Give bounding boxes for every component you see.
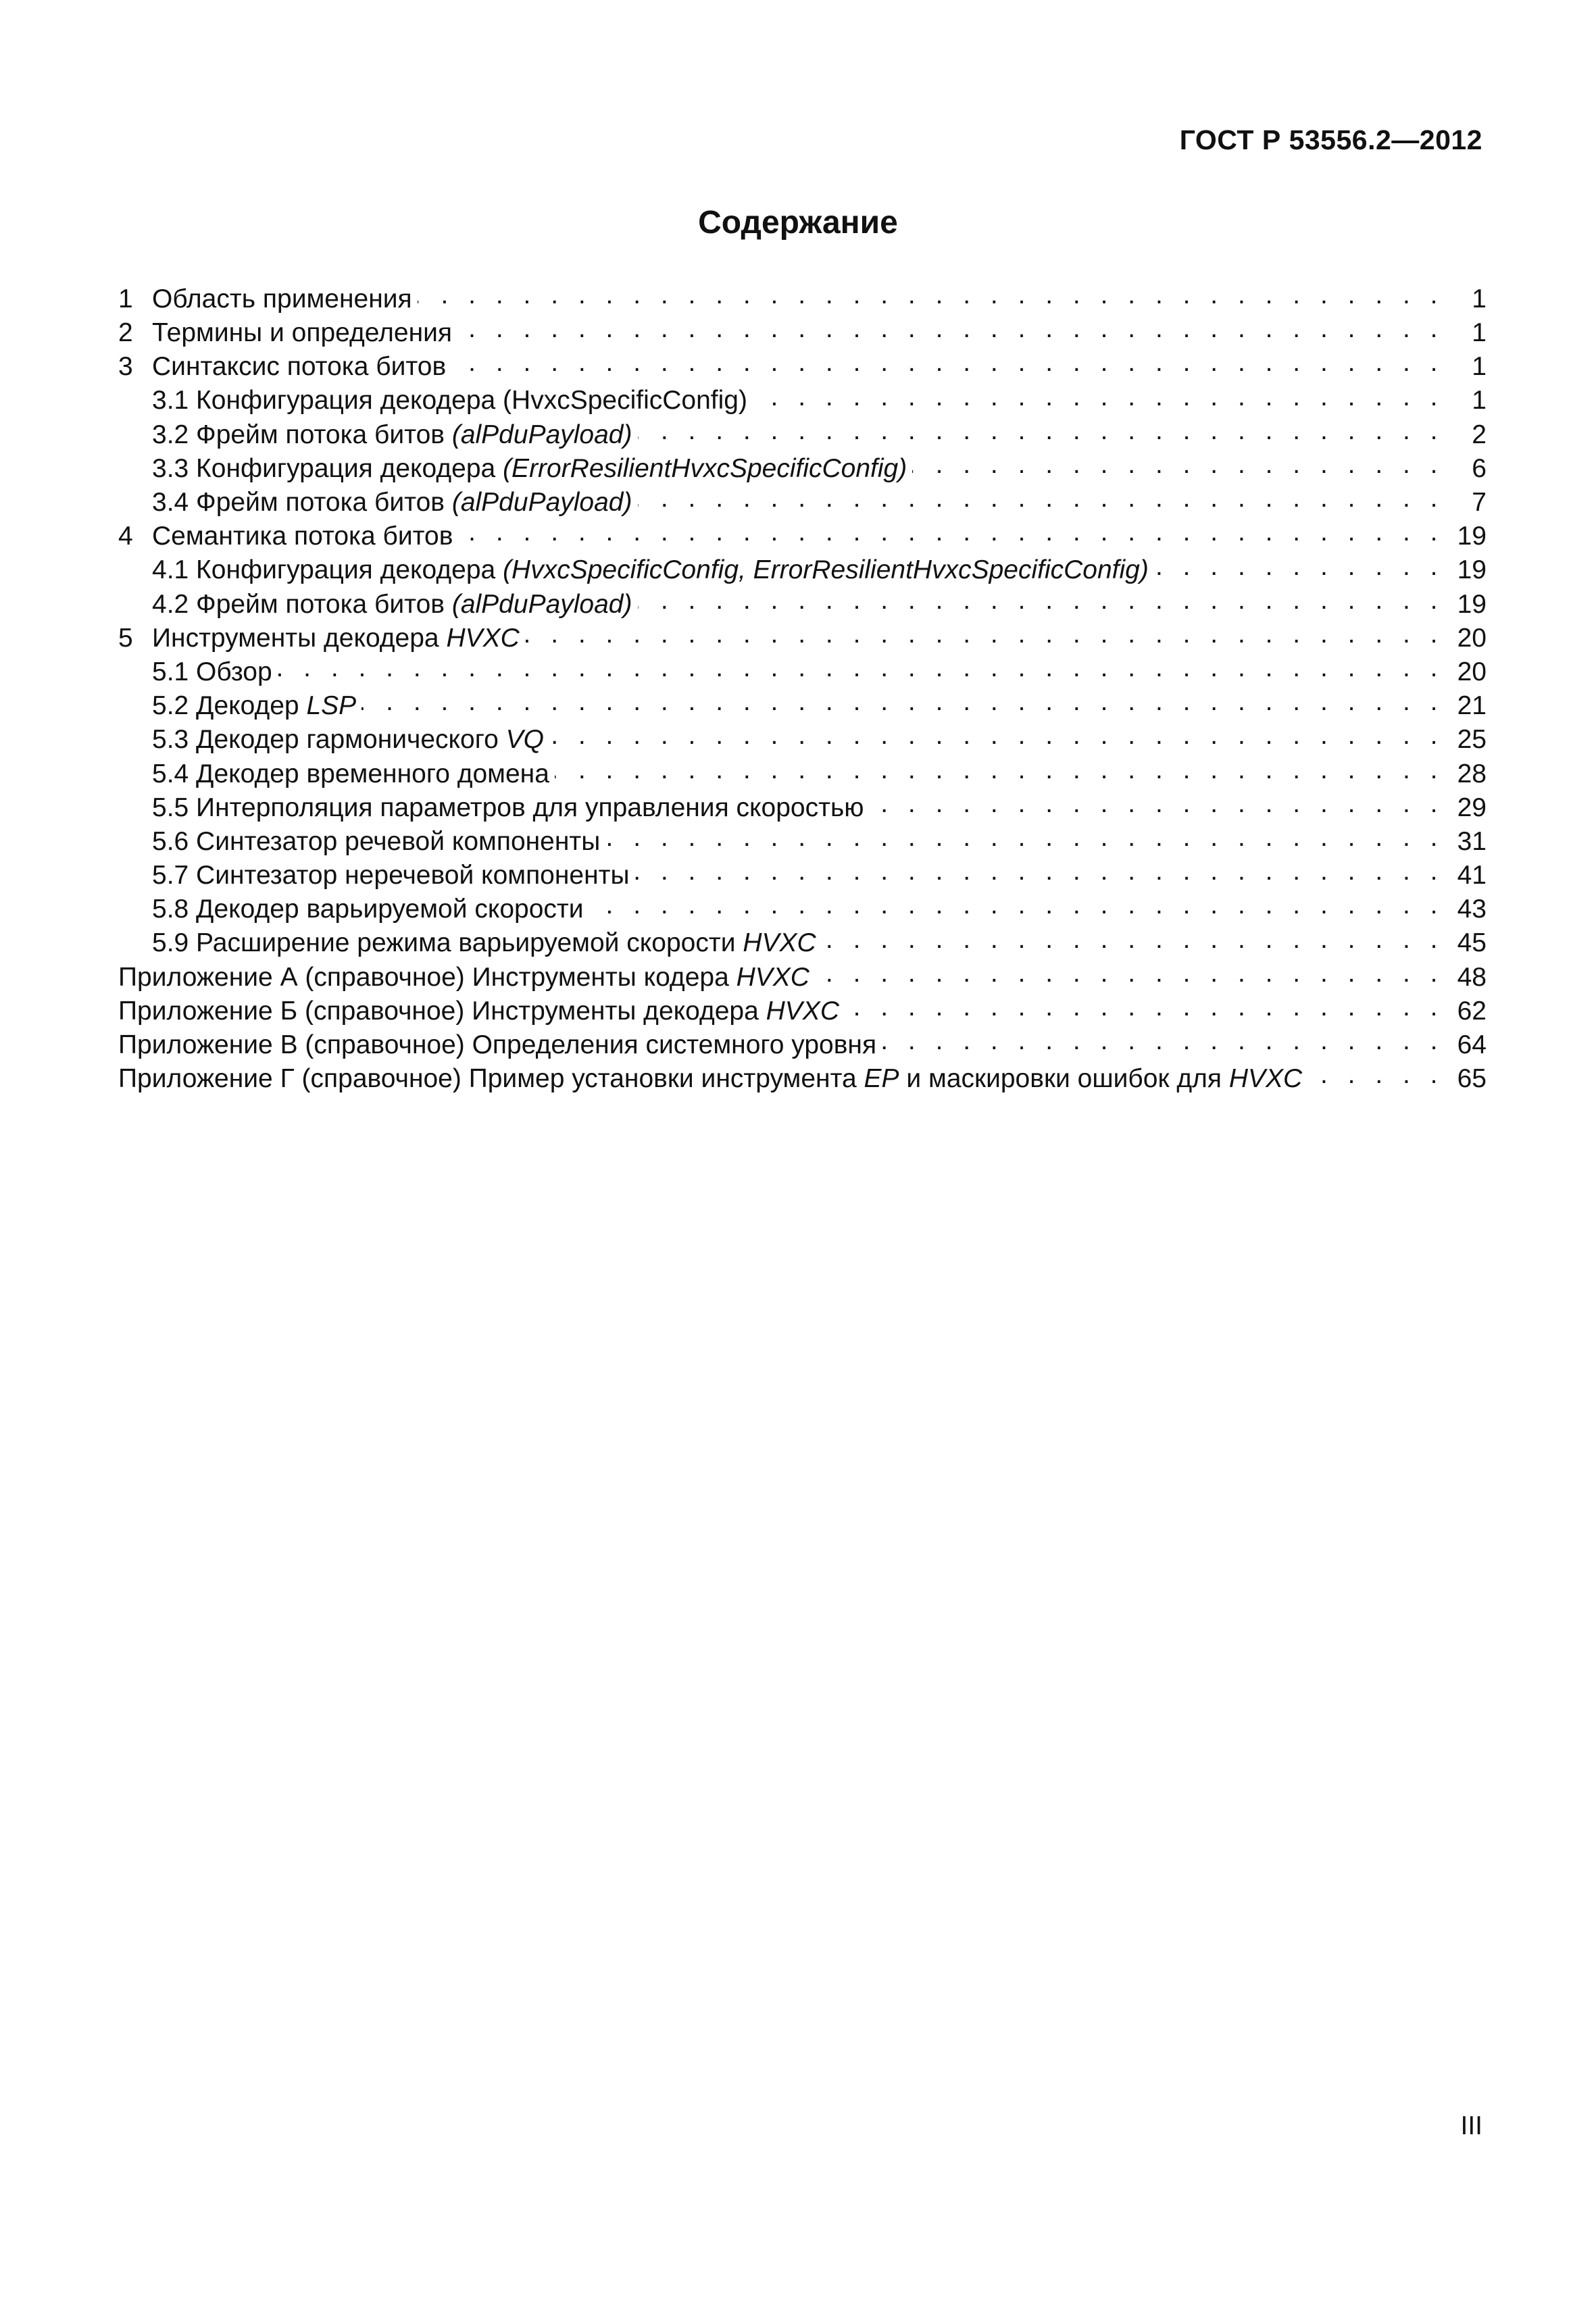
toc-entry-number: 3	[118, 352, 133, 382]
toc-leader-dots	[457, 312, 1444, 341]
toc-entry-page: 19	[1457, 555, 1487, 585]
toc-entry-title-text: 5.5 Интерполяция параметров для управления скоростью	[152, 793, 864, 822]
toc-entry-title-text: 4.1 Конфигурация декодера	[152, 555, 503, 585]
toc-entry[interactable]	[118, 719, 1487, 753]
toc-entry-number: 2	[118, 318, 133, 348]
toc-entry-title	[118, 1028, 876, 1062]
toc-entry[interactable]	[118, 821, 1487, 855]
toc-entry[interactable]	[118, 685, 1487, 719]
toc-leader-dots	[638, 414, 1445, 443]
toc-entry[interactable]	[118, 584, 1487, 618]
toc-leader-dots	[278, 651, 1444, 680]
toc-entry-title-text: 5.6 Синтезатор речевой компоненты	[152, 826, 601, 856]
toc-entry-number: 4	[118, 522, 133, 551]
toc-entry[interactable]	[118, 651, 1487, 685]
toc-entry-title-text: 5.1 Обзор	[152, 657, 272, 686]
toc-entry[interactable]	[118, 482, 1487, 518]
toc-entry-title-italic: (HvxcSpecificConfig, ErrorResilientHvxcSpecificConfig)	[503, 555, 1149, 585]
toc-leader-dots	[882, 1024, 1444, 1053]
toc-leader-dots	[458, 515, 1444, 545]
toc-entry-title	[118, 1062, 1302, 1096]
toc-entry-number: 1	[118, 284, 133, 313]
toc-entry-title	[152, 825, 600, 859]
toc-entry[interactable]	[118, 855, 1487, 888]
toc-entry-title-text: 5.9 Расширение режима варьируемой скорости	[152, 928, 743, 958]
toc-entry-title-text: 3.4 Фрейм потока битов	[152, 488, 452, 518]
toc-leader-dots	[638, 482, 1445, 511]
toc-entry-page: 31	[1457, 826, 1487, 856]
toc-entry-title-text: 5.8 Декодер варьируемой скорости	[152, 895, 584, 924]
toc-entry-title-text: 5.3 Декодер гармонического	[152, 725, 506, 755]
toc-entry-title-italic: (alPduPayload)	[451, 420, 632, 449]
toc-entry[interactable]	[118, 346, 1487, 380]
toc-entry-title	[152, 892, 584, 926]
toc-leader-dots	[589, 888, 1444, 917]
toc-entry[interactable]	[118, 888, 1487, 922]
toc-entry-title-italic: HVXC	[743, 928, 816, 958]
toc-entry-page: 28	[1457, 759, 1487, 788]
toc-entry-title-text: 3.1 Конфигурация декодера (HvxcSpecificConfig)	[152, 386, 747, 416]
toc-entry-title	[152, 350, 446, 384]
toc-entry-number: 5	[118, 623, 133, 653]
toc-entry-title-italic: HVXC	[446, 623, 520, 653]
toc-entry-title	[152, 926, 816, 960]
toc-entry-title-text: Область применения	[152, 284, 412, 313]
toc-leader-dots	[525, 618, 1444, 647]
toc-leader-dots	[451, 346, 1444, 375]
toc-entry-title	[152, 520, 453, 553]
toc-entry-title-text: Синтаксис потока битов	[152, 352, 447, 382]
toc-entry-title	[152, 723, 544, 757]
toc-entry[interactable]	[118, 1058, 1487, 1092]
toc-entry[interactable]	[118, 923, 1487, 957]
toc-entry-title	[152, 553, 1149, 587]
toc-leader-dots	[822, 923, 1444, 952]
toc-entry-title-italic: (alPduPayload)	[451, 589, 632, 619]
toc-entry-page: 19	[1457, 522, 1487, 551]
toc-entry-page: 64	[1457, 1030, 1487, 1060]
toc-entry[interactable]	[118, 414, 1487, 448]
toc-entry-title-text: и маскировки ошибок для	[899, 1064, 1229, 1094]
toc-entry[interactable]	[118, 990, 1487, 1024]
toc-entry-page: 2	[1472, 420, 1487, 449]
toc-leader-dots	[845, 990, 1444, 1020]
toc-entry-title	[118, 961, 809, 995]
toc-entry-title-italic: HVXC	[1228, 1064, 1303, 1094]
toc-entry[interactable]	[118, 448, 1487, 482]
toc-entry-page: 21	[1457, 691, 1487, 721]
toc-entry-title	[152, 452, 907, 486]
toc-entry-page: 1	[1472, 284, 1487, 313]
toc-entry-title-italic: VQ	[505, 725, 544, 755]
toc-entry-title-text: Приложение Б (справочное) Инструменты декодера	[118, 996, 766, 1026]
toc-entry-title-italic: (ErrorResilientHvxcSpecificConfig)	[503, 453, 907, 483]
toc-entry-page: 7	[1472, 488, 1487, 518]
toc-entry-page: 1	[1472, 318, 1487, 348]
toc-entry-title-italic: EP	[864, 1064, 899, 1094]
toc-entry-title-text: 5.2 Декодер	[152, 691, 307, 721]
toc-entry[interactable]	[118, 312, 1487, 346]
toc-leader-dots	[753, 380, 1444, 409]
toc-entry-page: 62	[1457, 996, 1487, 1026]
toc-entry-title	[152, 316, 452, 350]
toc-entry-page: 29	[1457, 793, 1487, 822]
toc-entry-title-text: 3.3 Конфигурация декодера	[152, 453, 503, 483]
toc-entry[interactable]	[118, 515, 1487, 549]
toc-entry-page: 20	[1457, 623, 1487, 653]
toc-entry-title-text: 3.2 Фрейм потока битов	[152, 420, 452, 449]
page-title: Содержание	[698, 205, 898, 241]
toc-entry-page: 25	[1457, 725, 1487, 755]
toc-entry[interactable]	[118, 278, 1487, 312]
document-standard-number: ГОСТ Р 53556.2—2012	[1179, 124, 1482, 155]
toc-entry-title-italic: LSP	[306, 691, 357, 721]
toc-entry[interactable]	[118, 1024, 1487, 1058]
toc-entry[interactable]	[118, 380, 1487, 414]
toc-entry-page: 20	[1457, 657, 1487, 686]
toc-entry-title	[118, 995, 839, 1028]
toc-leader-dots	[912, 448, 1444, 477]
toc-entry-title	[152, 655, 272, 689]
page-number: III	[1460, 2111, 1482, 2140]
toc-leader-dots	[361, 685, 1444, 714]
toc-entry-title-text: Семантика потока битов	[152, 522, 453, 551]
toc-leader-dots	[638, 584, 1445, 613]
toc-entry-title	[152, 791, 864, 825]
toc-entry[interactable]	[118, 787, 1487, 821]
toc-leader-dots	[549, 719, 1444, 748]
toc-entry-page: 19	[1457, 589, 1487, 619]
toc-entry-title-italic: HVXC	[736, 962, 809, 992]
toc-entry-title	[152, 689, 356, 723]
toc-entry-title-text: 5.4 Декодер временного домена	[152, 759, 549, 788]
toc-leader-dots	[605, 821, 1444, 850]
toc-entry-title	[152, 622, 520, 655]
toc-entry-title	[152, 282, 412, 316]
toc-entry[interactable]	[118, 753, 1487, 787]
toc-entry-title	[152, 588, 632, 622]
toc-entry[interactable]	[118, 550, 1487, 584]
table-of-contents	[118, 278, 1487, 1092]
toc-leader-dots	[870, 787, 1444, 816]
toc-entry-title	[152, 859, 630, 892]
toc-entry-page: 65	[1457, 1064, 1487, 1094]
toc-entry-title	[152, 486, 632, 520]
toc-leader-dots	[418, 278, 1444, 307]
toc-entry-title-text: Приложение В (справочное) Определения системного уровня	[118, 1030, 877, 1060]
toc-leader-dots	[635, 855, 1444, 884]
toc-entry-title	[152, 384, 747, 418]
toc-entry-title	[152, 757, 549, 791]
toc-leader-dots	[1154, 550, 1444, 579]
toc-leader-dots	[1307, 1058, 1444, 1087]
toc-entry-title-text: 4.2 Фрейм потока битов	[152, 589, 452, 619]
toc-entry-page: 1	[1472, 352, 1487, 382]
toc-entry-title-italic: HVXC	[766, 996, 839, 1026]
toc-entry-title-text: Термины и определения	[152, 318, 453, 348]
toc-entry-title-text: Инструменты декодера	[152, 623, 447, 653]
toc-leader-dots	[815, 957, 1444, 986]
toc-entry-page: 48	[1457, 962, 1487, 992]
toc-entry-title-text: Приложение А (справочное) Инструменты кодера	[118, 962, 737, 992]
toc-entry-page: 6	[1472, 453, 1487, 483]
toc-entry-title-text: 5.7 Синтезатор неречевой компоненты	[152, 861, 630, 890]
toc-entry[interactable]	[118, 618, 1487, 651]
toc-leader-dots	[555, 753, 1444, 782]
toc-entry-page: 45	[1457, 928, 1487, 958]
toc-entry-page: 1	[1472, 386, 1487, 416]
toc-entry-page: 43	[1457, 895, 1487, 924]
toc-entry-page: 41	[1457, 861, 1487, 890]
toc-entry[interactable]	[118, 957, 1487, 990]
toc-entry-title-text: Приложение Г (справочное) Пример установки инструмента	[118, 1064, 864, 1094]
toc-entry-title-italic: (alPduPayload)	[451, 488, 632, 518]
toc-entry-title	[152, 418, 632, 452]
